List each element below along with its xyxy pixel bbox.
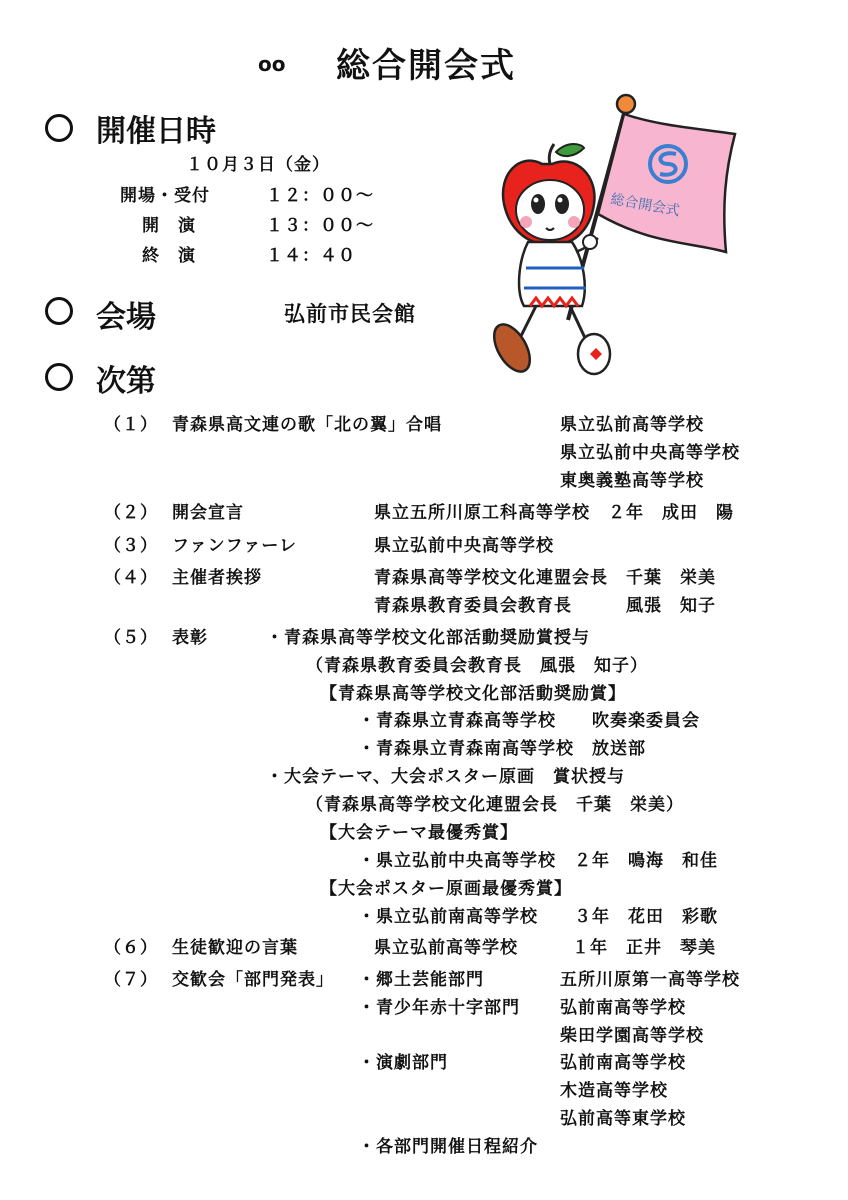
program-num: （２） (104, 503, 158, 523)
program-num: （７） (104, 970, 158, 990)
program-num: （３） (104, 536, 158, 556)
mascot-cheek (520, 216, 532, 228)
division-name: ・青少年赤十字部門 (358, 998, 520, 1018)
schedule-label: 開 演 (142, 216, 196, 236)
section-heading-program: 次第 (96, 364, 156, 399)
program-school: 弘前高等東学校 (560, 1109, 686, 1129)
program-num: （１） (104, 415, 158, 435)
program-school: 五所川原第一高等学校 (560, 970, 740, 990)
venue-name: 弘前市民会館 (284, 302, 416, 326)
award-line: ・県立弘前中央高等学校 ２年 鳴海 和佳 (358, 851, 718, 871)
award-line: ・青森県高等学校文化部活動奨励賞授与 (266, 628, 590, 648)
program-detail: 県立五所川原工科高等学校 ２年 成田 陽 (374, 503, 734, 523)
program-school: 木造高等学校 (560, 1081, 668, 1101)
schedule-time: １４：４０ (266, 246, 356, 266)
award-line: ・大会テーマ、大会ポスター原画 賞状授与 (266, 767, 625, 787)
program-num: （４） (104, 568, 158, 588)
mascot-eye (531, 194, 545, 214)
program-school: 弘前南高等学校 (560, 998, 686, 1018)
section-heading-venue: 会場 (96, 300, 156, 335)
award-line: 【青森県高等学校文化部活動奨励賞】 (320, 684, 626, 704)
program-title: 生徒歓迎の言葉 (172, 938, 298, 958)
program-title: 開会宣言 (172, 503, 244, 523)
program-detail: 青森県高等学校文化連盟会長 千葉 栄美 (374, 568, 716, 588)
program-num: （５） (104, 628, 158, 648)
mascot-shoe (490, 318, 537, 377)
event-date: １０月３日（金） (186, 155, 330, 175)
award-line: （青森県高等学校文化連盟会長 千葉 栄美） (306, 795, 684, 815)
flag-pole-knob (617, 95, 635, 113)
program-title: 青森県高文連の歌「北の翼」合唱 (172, 415, 442, 435)
schedule-label: 終 演 (142, 246, 196, 266)
program-title: 表彰 (172, 628, 208, 648)
schedule-label: 開場・受付 (120, 186, 210, 206)
title-mark: oo (258, 52, 286, 76)
program-title: 主催者挨拶 (172, 568, 262, 588)
division-name: ・郷土芸能部門 (358, 970, 484, 990)
program-num: （６） (104, 938, 158, 958)
award-line: ・青森県立青森高等学校 吹奏楽委員会 (358, 711, 700, 731)
mascot-cheek (568, 216, 580, 228)
division-name: ・各部門開催日程紹介 (358, 1137, 538, 1157)
program-title: 交歓会「部門発表」 (172, 970, 334, 990)
section-circle-icon (45, 297, 73, 325)
flag-text: 総合開会式 (609, 191, 681, 220)
program-school: 弘前南高等学校 (560, 1053, 686, 1073)
schedule-time: １３：００～ (266, 216, 374, 236)
program-detail: 青森県教育委員会教育長 風張 知子 (374, 596, 716, 616)
program-detail: 県立弘前中央高等学校 (374, 536, 554, 556)
page-title: 総合開会式 (336, 46, 516, 86)
apple-stem (549, 144, 554, 164)
program-title: ファンファーレ (172, 536, 297, 556)
mascot-body (519, 242, 585, 306)
award-line: ・青森県立青森南高等学校 放送部 (358, 739, 646, 759)
apple-leaf (556, 144, 584, 156)
program-detail: 県立弘前高等学校 １年 正井 琴美 (374, 938, 716, 958)
section-circle-icon (45, 363, 73, 391)
program-school: 県立弘前中央高等学校 (560, 443, 740, 463)
section-heading-datetime: 開催日時 (96, 114, 216, 149)
award-line: （青森県教育委員会教育長 風張 知子） (306, 656, 648, 676)
division-name: ・演劇部門 (358, 1053, 448, 1073)
apple-mascot-illustration (490, 92, 750, 382)
award-line: 【大会ポスター原画最優秀賞】 (320, 879, 572, 899)
program-school: 柴田学園高等学校 (560, 1026, 704, 1046)
mascot-eye (555, 194, 569, 214)
section-circle-icon (45, 114, 73, 142)
program-school: 東奥義塾高等学校 (560, 471, 704, 491)
award-line: ・県立弘前南高等学校 ３年 花田 彩歌 (358, 907, 718, 927)
schedule-time: １２：００～ (266, 186, 374, 206)
program-school: 県立弘前高等学校 (560, 415, 704, 435)
award-line: 【大会テーマ最優秀賞】 (320, 823, 518, 843)
